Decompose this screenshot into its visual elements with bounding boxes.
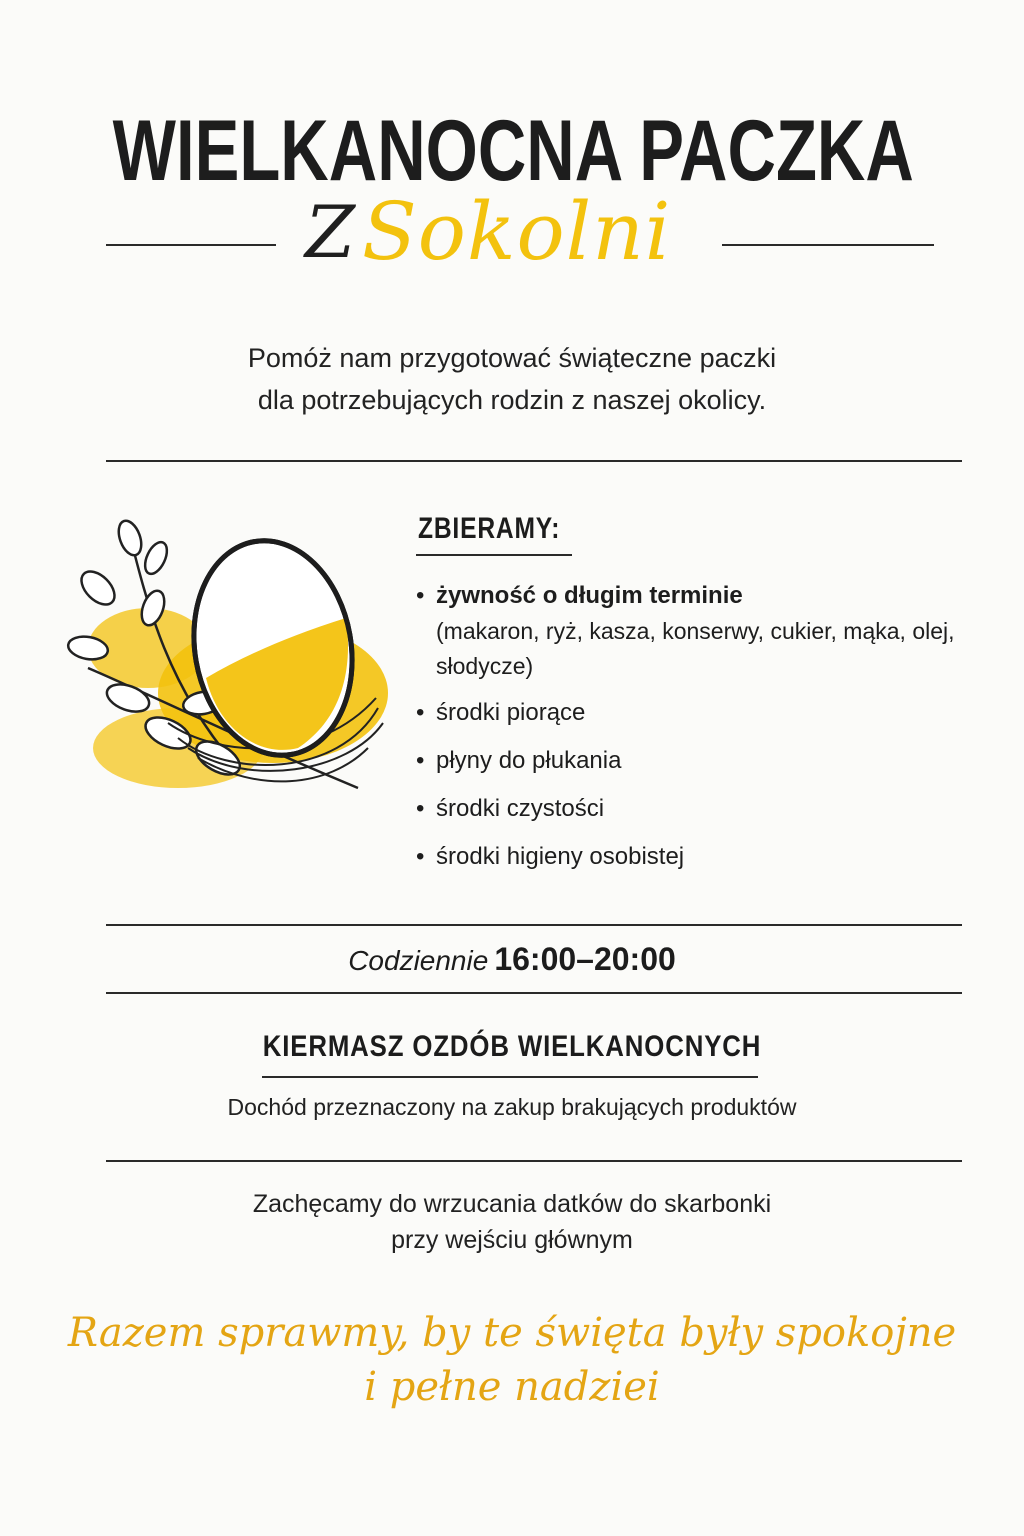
fair-heading-underline [262, 1076, 758, 1078]
poster-title: WIELKANOCNA PACZKA [112, 103, 914, 199]
donation-text [0, 1186, 1024, 1259]
list-item [414, 578, 974, 683]
donation-line-2: przy wejściu głównym [391, 1226, 633, 1255]
list-item-label: żywność o długim terminie [436, 582, 743, 609]
list-item [414, 791, 974, 827]
divider-below-hours [106, 992, 962, 994]
opening-hours [0, 940, 1024, 978]
fair-subtext: Dochód przeznaczony na zakup brakujących produktów [227, 1094, 797, 1120]
closing-line-2: i pełne nadziei [364, 1364, 660, 1410]
list-item [414, 743, 974, 779]
collecting-heading-underline [416, 554, 572, 556]
divider-right-of-subtitle [722, 244, 934, 246]
donation-line-1: Zachęcamy do wrzucania datków do skarbonki [252, 1190, 772, 1218]
divider-left-of-subtitle [106, 244, 276, 246]
collecting-list [414, 578, 974, 875]
hours-prefix: Codziennie [348, 945, 489, 976]
list-item-label: środki higieny osobistej [436, 843, 685, 870]
hours-time: 16:00–20:00 [494, 941, 676, 977]
list-item [414, 695, 974, 731]
intro-line-1: Pomóż nam przygotować świąteczne paczki [247, 343, 777, 373]
intro-line-2: dla potrzebujących rodzin z naszej okolicy. [257, 384, 767, 415]
collecting-heading: ZBIERAMY: [418, 512, 561, 545]
list-item-label: środki czystości [436, 795, 605, 822]
closing-slogan [0, 1306, 1024, 1414]
list-item-note: (makaron, ryż, kasza, konserwy, cukier, mąka, olej, słodycze) [436, 618, 955, 679]
divider-above-hours [106, 924, 962, 926]
divider-above-donate [106, 1160, 962, 1162]
list-item-label: płyny do płukania [436, 747, 622, 774]
subtitle-z: Z [304, 190, 356, 274]
divider-top [106, 460, 962, 462]
poster-subtitle-script: Sokolni [362, 185, 672, 278]
list-item [414, 839, 974, 875]
list-item-label: środki piorące [436, 699, 586, 726]
intro-text [0, 338, 1024, 422]
closing-line-1: Razem sprawmy, by te święta były spokojne [67, 1310, 957, 1356]
easter-egg-nest-illustration [58, 508, 408, 808]
fair-heading: KIERMASZ OZDÓB WIELKANOCNYCH [262, 1030, 762, 1063]
